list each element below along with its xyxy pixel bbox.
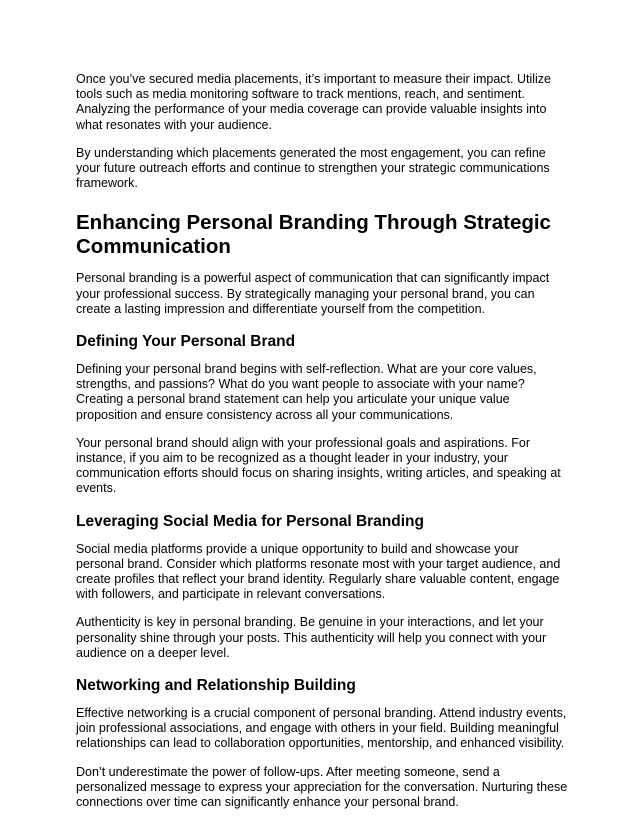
intro-paragraph-2: By understanding which placements generated the most engagement, you can refine your future outreach efforts and continue to strengthen your strategic communications framework. (76, 145, 550, 191)
subsection-heading-defining-brand: Defining Your Personal Brand (76, 333, 296, 351)
intro-paragraph-1: Once you’ve secured media placements, it’s important to measure their impact. Utilize tools such as media monitoring software to track mentions, reach, and sentiment. Analyzing the performance of your media coverage can provide valuable insights into what resonates with your audience. (76, 72, 551, 132)
paragraph-defining-brand-2: Your personal brand should align with your professional goals and aspirations. For instance, if you aim to be recognized as a thought leader in your industry, your communication efforts should focus on sharing insights, writing articles, and speaking at events. (76, 435, 561, 496)
section-intro-paragraph: Personal branding is a powerful aspect of communication that can significantly impact your professional success. By strategically managing your personal brand, you can create a lasting impression and differentiate yourself from the competition. (76, 271, 550, 316)
document-page (76, 72, 568, 810)
paragraph-networking-2: Don’t underestimate the power of follow-ups. After meeting someone, send a personalized message to express your appreciation for the conversation. Nurturing these connections over time can significantly enhance your personal brand. (76, 764, 568, 810)
section-title: Enhancing Personal Branding Through Strategic Communication (76, 211, 551, 259)
subsection-heading-networking: Networking and Relationship Building (76, 677, 356, 695)
subsection-heading-social-media: Leveraging Social Media for Personal Branding (76, 512, 424, 530)
paragraph-networking-1: Effective networking is a crucial component of personal branding. Attend industry events, join professional associations, and engage with others in your field. Building meaningful relationships can lead to collaboration opportunities, mentorship, and enhanced visibility. (76, 706, 567, 751)
paragraph-social-media-2: Authenticity is key in personal branding. Be genuine in your interactions, and let your personality shine through your posts. This authenticity will help you connect with your audience on a deeper level. (76, 615, 547, 660)
paragraph-defining-brand-1: Defining your personal brand begins with self-reflection. What are your core values, strengths, and passions? What do you want people to associate with your name? Creating a personal brand statement can help you articulate your unique value proposition and ensure consistency across all your communications. (76, 362, 537, 422)
paragraph-social-media-1: Social media platforms provide a unique opportunity to build and showcase your personal brand. Consider which platforms resonate most with your target audience, and create profiles that reflect your brand identity. Regularly share valuable content, engage with followers, and participate in relevant conversations. (76, 541, 561, 602)
